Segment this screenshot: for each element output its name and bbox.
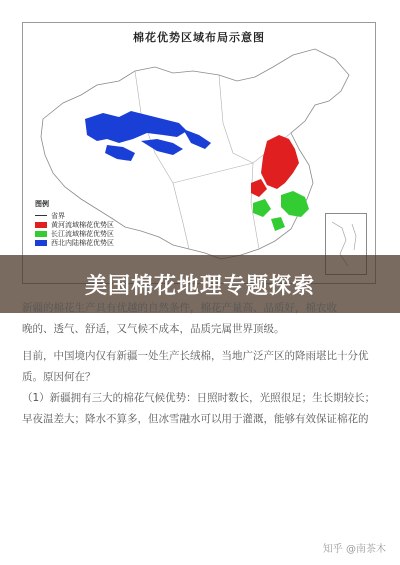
internal-boundary xyxy=(173,183,189,249)
text-line: 早夜温差大；降水不算多，但冰雪融水可以用于灌溉，能够有效保证棉花的 xyxy=(22,413,369,425)
text-line: 质。原因何在？ xyxy=(22,371,96,383)
banner-title: 美国棉花地理专题探索 xyxy=(84,273,315,299)
yangtze-cotton-region xyxy=(253,199,271,217)
northwest-cotton-region xyxy=(183,129,211,149)
legend-label: 长江流域棉花优势区 xyxy=(51,229,114,238)
map-title: 棉花优势区域布局示意图 xyxy=(133,31,265,44)
northwest-cotton-region xyxy=(105,145,135,161)
internal-boundary xyxy=(219,75,253,163)
yellow-river-cotton-region xyxy=(251,179,267,197)
cotton-region-map xyxy=(22,22,376,284)
legend-item-northwest xyxy=(35,238,143,247)
yangtze-cotton-region xyxy=(281,191,309,217)
legend-swatch-blue xyxy=(35,240,47,246)
text-line: （1）新疆拥有三大的棉花气候优势：日照时数长，光照很足；生长期较长； xyxy=(22,392,376,404)
legend-line-icon xyxy=(35,215,47,216)
paragraph-1 xyxy=(22,298,382,340)
legend-swatch-green xyxy=(35,231,47,237)
legend-label: 省界 xyxy=(51,211,65,220)
text-line: 目前，中国境内仅有新疆一处生产长绒棉，当地广泛产区的降雨堪比十分优 xyxy=(22,350,369,362)
paragraph-2 xyxy=(22,346,382,430)
legend-label: 西北内陆棉花优势区 xyxy=(51,238,114,247)
northwest-cotton-region xyxy=(141,139,183,155)
watermark: 知乎 @南茶木 xyxy=(322,544,386,555)
legend-swatch-red xyxy=(35,222,47,228)
text-line: 晚的、透气、舒适，又气候不成本，品质完属世界顶级。 xyxy=(22,323,285,335)
yangtze-cotton-region xyxy=(271,217,285,231)
yellow-river-cotton-region xyxy=(261,135,299,189)
legend-title: 图例 xyxy=(35,200,49,208)
northwest-cotton-region xyxy=(85,111,187,143)
text-line: 新疆的棉花生产具有优越的自然条件，棉花产量高、品质好，棉农收 xyxy=(22,302,337,314)
map-legend xyxy=(35,199,143,247)
legend-label: 黄河流域棉花优势区 xyxy=(51,220,114,229)
